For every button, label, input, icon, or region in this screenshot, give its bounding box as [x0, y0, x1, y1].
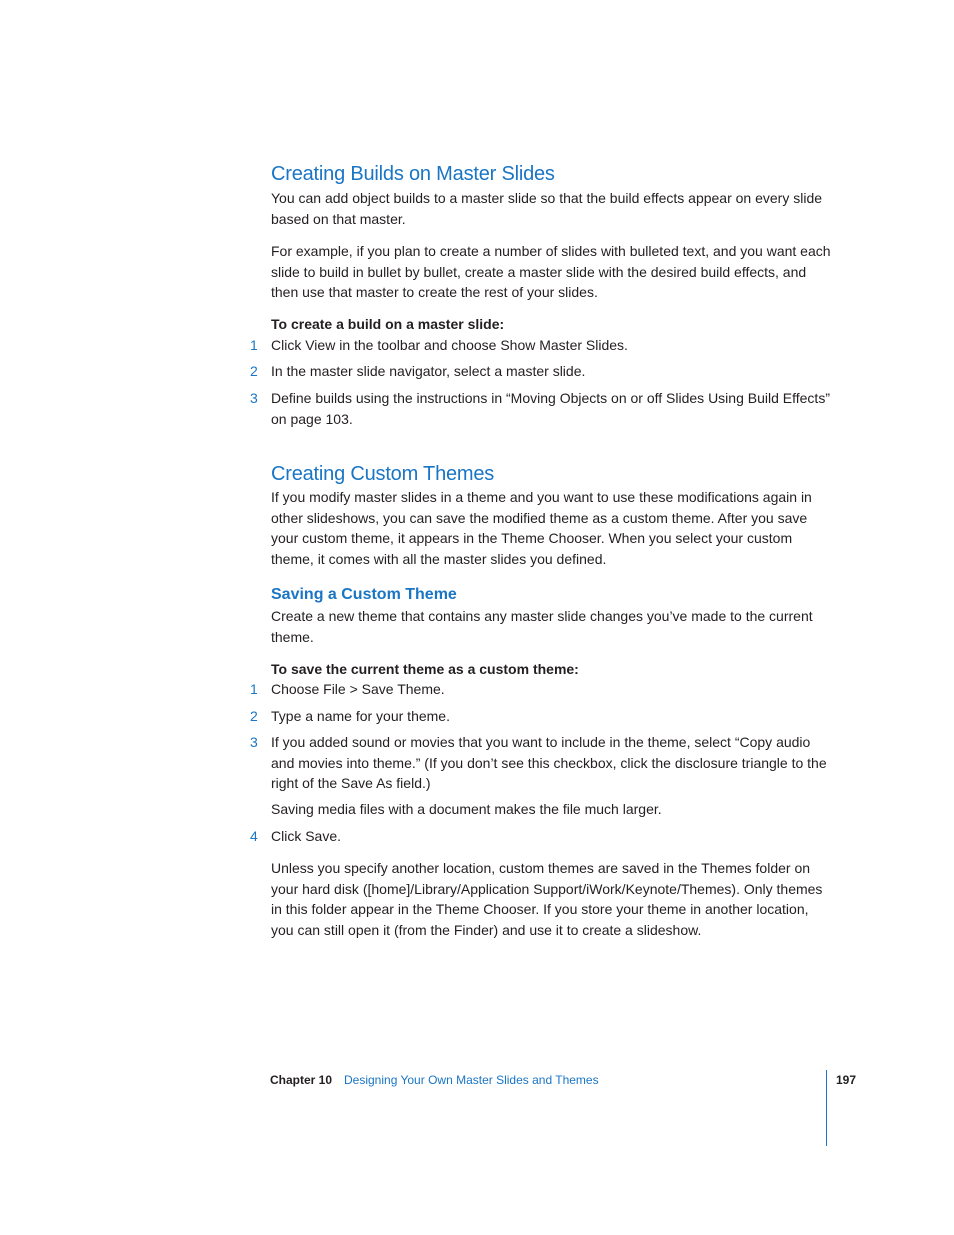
step-text: Choose File > Save Theme.: [271, 681, 445, 697]
step-text: Click Save.: [271, 828, 342, 844]
page-number: 197: [836, 1073, 857, 1087]
step-text: Click View in the toolbar and choose Show Master Slides.: [271, 337, 628, 353]
task-lead: To save the current theme as a custom theme:: [271, 661, 579, 677]
body-paragraph: You can add object builds to a master slide so that the build effects appear on every slide based on that master.: [271, 190, 823, 227]
footer-chapter-label: Chapter 10: [270, 1073, 333, 1087]
step-number: 4: [250, 828, 258, 844]
section-heading-builds: Creating Builds on Master Slides: [271, 163, 555, 185]
step-number: 1: [250, 337, 258, 353]
step-text: Type a name for your theme.: [271, 708, 450, 724]
section-heading-custom-themes: Creating Custom Themes: [271, 463, 495, 485]
footer-divider: [826, 1070, 827, 1146]
step-number: 3: [250, 390, 258, 406]
body-paragraph: If you modify master slides in a theme and you want to use these modifications again in other slideshows, you can save the modified theme as a custom theme. After you save your custom theme, it appears in the Theme Chooser. When you select your custom theme, it comes with all the master slides you defined.: [271, 489, 812, 567]
step-text: If you added sound or movies that you want to include in the theme, select “Copy audio and movies into theme.” (If you don’t see this checkbox, click the disclosure triangle to the right of the Save As field.): [271, 734, 827, 791]
body-paragraph: For example, if you plan to create a number of slides with bulleted text, and you want each slide to build in bullet by bullet, create a master slide with the desired build effects, and then use that master to create the rest of your slides.: [271, 243, 831, 300]
footer-chapter-title: Designing Your Own Master Slides and Themes: [344, 1073, 599, 1087]
step-text: Define builds using the instructions in “Moving Objects on or off Slides Using Build Effects” on page 103.: [271, 390, 830, 427]
step-number: 2: [250, 363, 258, 379]
subsection-heading: Saving a Custom Theme: [271, 586, 457, 603]
step-text: In the master slide navigator, select a master slide.: [271, 363, 586, 379]
step-number: 3: [250, 734, 258, 750]
step-note: Saving media files with a document makes the file much larger.: [271, 801, 662, 817]
step-number: 2: [250, 708, 258, 724]
body-paragraph: Create a new theme that contains any master slide changes you’ve made to the current theme.: [271, 608, 813, 645]
step-number: 1: [250, 681, 258, 697]
body-paragraph: Unless you specify another location, custom themes are saved in the Themes folder on your hard disk ([home]/Library/Application Support/iWork/Keynote/Themes). Only themes in this folder appear in the Theme Chooser. If you store your theme in another location, you can still open it (from the Finder) and use it to create a slideshow.: [271, 860, 823, 938]
task-lead: To create a build on a master slide:: [271, 316, 505, 332]
